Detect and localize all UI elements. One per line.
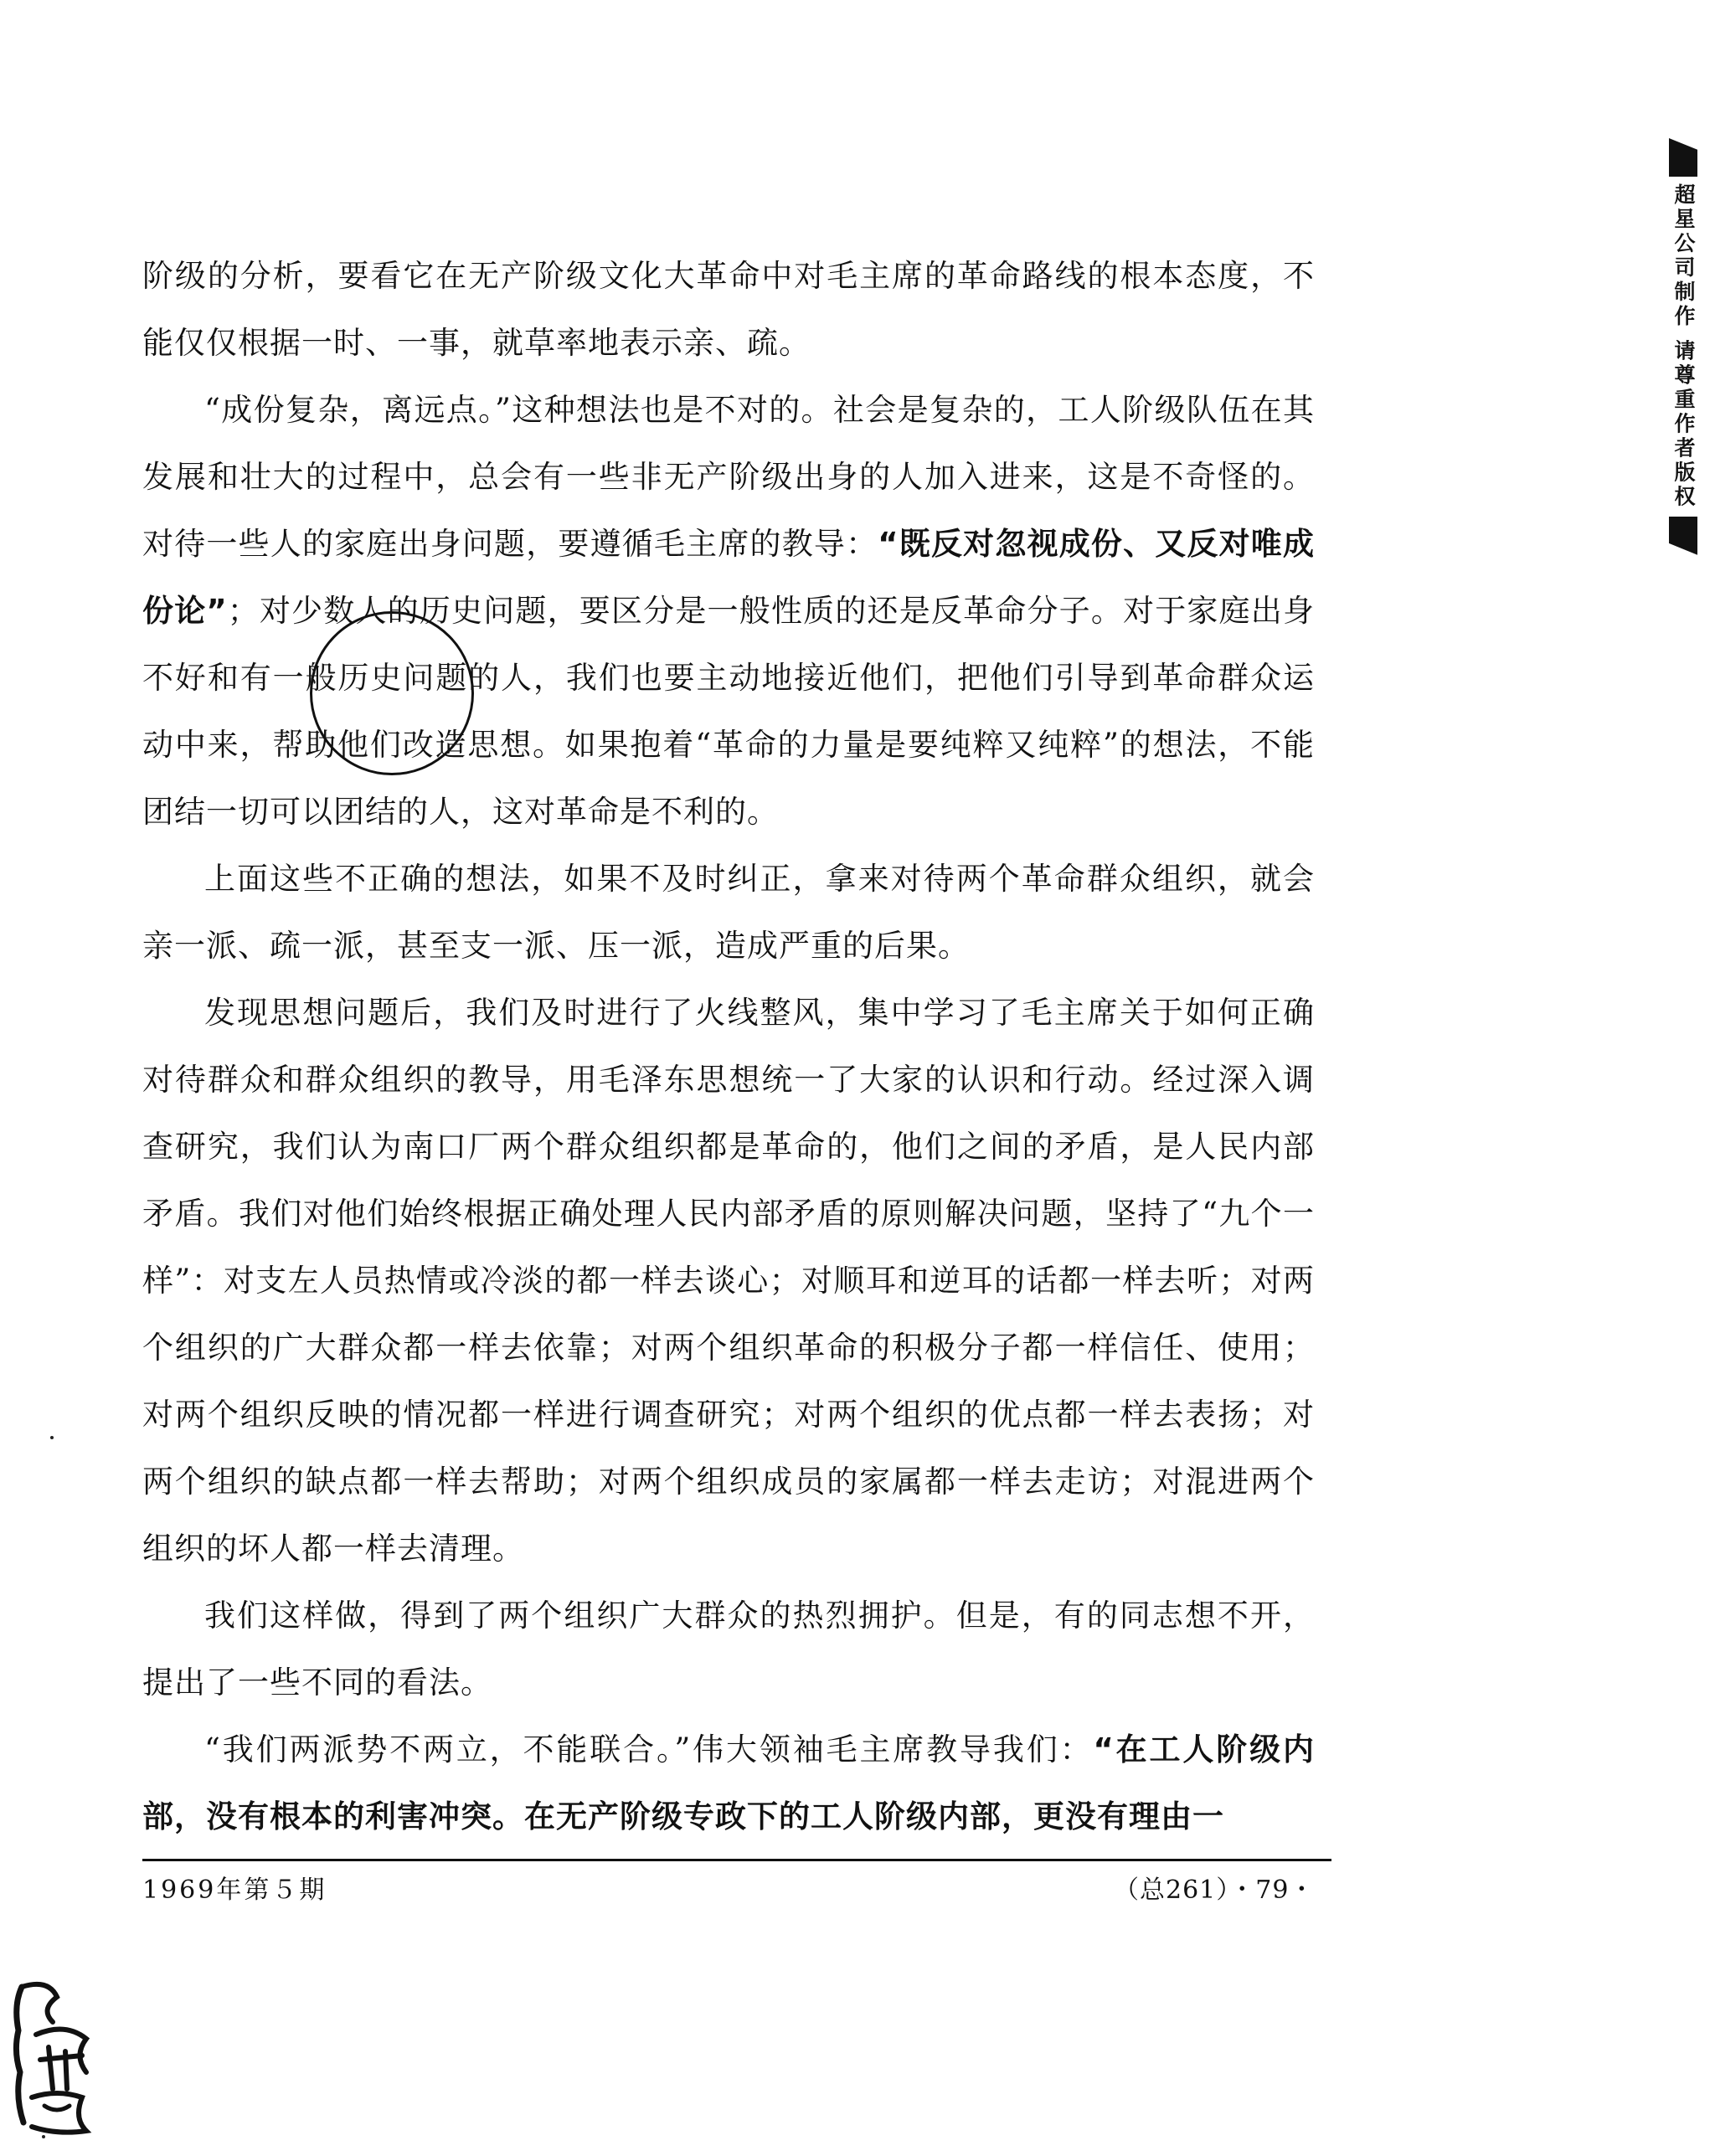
body-text [142,243,1315,1850]
text-run: ；对少数人的历史问题，要区分是一般性质的还是反革命分子。对于家庭出身不好和有一般历史问题的人，我们也要主动地接近他们，把他们引导到革命群众运动中来，帮助他们改造思想。如果抱着“革命的力量是要纯粹又纯粹”的想法，不能团结一切可以团结的人，这对革命是不利的。 [142,593,1315,830]
page-number: （总261）・79・ [1114,1876,1316,1905]
footer-rule [142,1859,1331,1861]
text-run: 阶级的分析，要看它在无产阶级文化大革命中对毛主席的革命路线的根本态度，不能仅仅根据一时、一事，就草率地表示亲、疏。 [142,258,1315,361]
scan-speck [50,1436,54,1439]
text-run: 我们这样做，得到了两个组织广大群众的热烈拥护。但是，有的同志想不开，提出了一些不同的看法。 [142,1598,1315,1701]
side-bar-top [1669,138,1697,177]
issue-label: 1969年第５期 [142,1876,327,1905]
paragraph [142,377,1315,846]
paragraph [142,846,1315,980]
text-run: 上面这些不正确的想法，如果不及时纠正，拿来对待两个革命群众组织，就会亲一派、疏一派，甚至支一派、压一派，造成严重的后果。 [142,861,1315,964]
text-run: “我们两派势不两立，不能联合。”伟大领袖毛主席教导我们： [204,1731,1094,1768]
collector-seal [7,1972,99,2139]
text-run: 发现思想问题后，我们及时进行了火线整风，集中学习了毛主席关于如何正确对待群众和群众组织的教导，用毛泽东思想统一了大家的认识和行动。经过深入调查研究，我们认为南口厂两个群众组织都是革命的，他们之间的矛盾，是人民内部矛盾。我们对他们始终根据正确处理人民内部矛盾的原则解决问题，坚持了“九个一样”：对支左人员热情或冷淡的都一样去谈心；对顺耳和逆耳的话都一样去听；对两个组织的广大群众都一样去依靠；对两个组织革命的积极分子都一样信任、使用；对两个组织反映的情况都一样进行调查研究；对两个组织的优点都一样去表扬；对两个组织的缺点都一样去帮助；对两个组织成员的家属都一样去走访；对混进两个组织的坏人都一样去清理。 [142,995,1315,1567]
side-copyright-text: 超星公司制作 请尊重作者版权 [1671,183,1696,510]
copyright-side-strip [1665,138,1702,555]
paragraph [142,1716,1315,1850]
paragraph [142,1582,1315,1716]
quoted-passage-bold: “在工人阶级内部，没有根本的利害冲突。在无产阶级专政下的工人阶级内部，更没有理由一 [142,1731,1315,1834]
paragraph [142,980,1315,1582]
quoted-passage-bold: “既反对忽视成份、又反对唯成份论” [142,526,1315,629]
text-run: “成份复杂，离远点。”这种想法也是不对的。社会是复杂的，工人阶级队伍在其发展和壮大的过程中，总会有一些非无产阶级出身的人加入进来，这是不奇怪的。对待一些人的家庭出身问题，要遵循毛主席的教导： [142,392,1315,562]
side-bar-bottom [1669,517,1697,555]
paragraph [142,243,1315,377]
